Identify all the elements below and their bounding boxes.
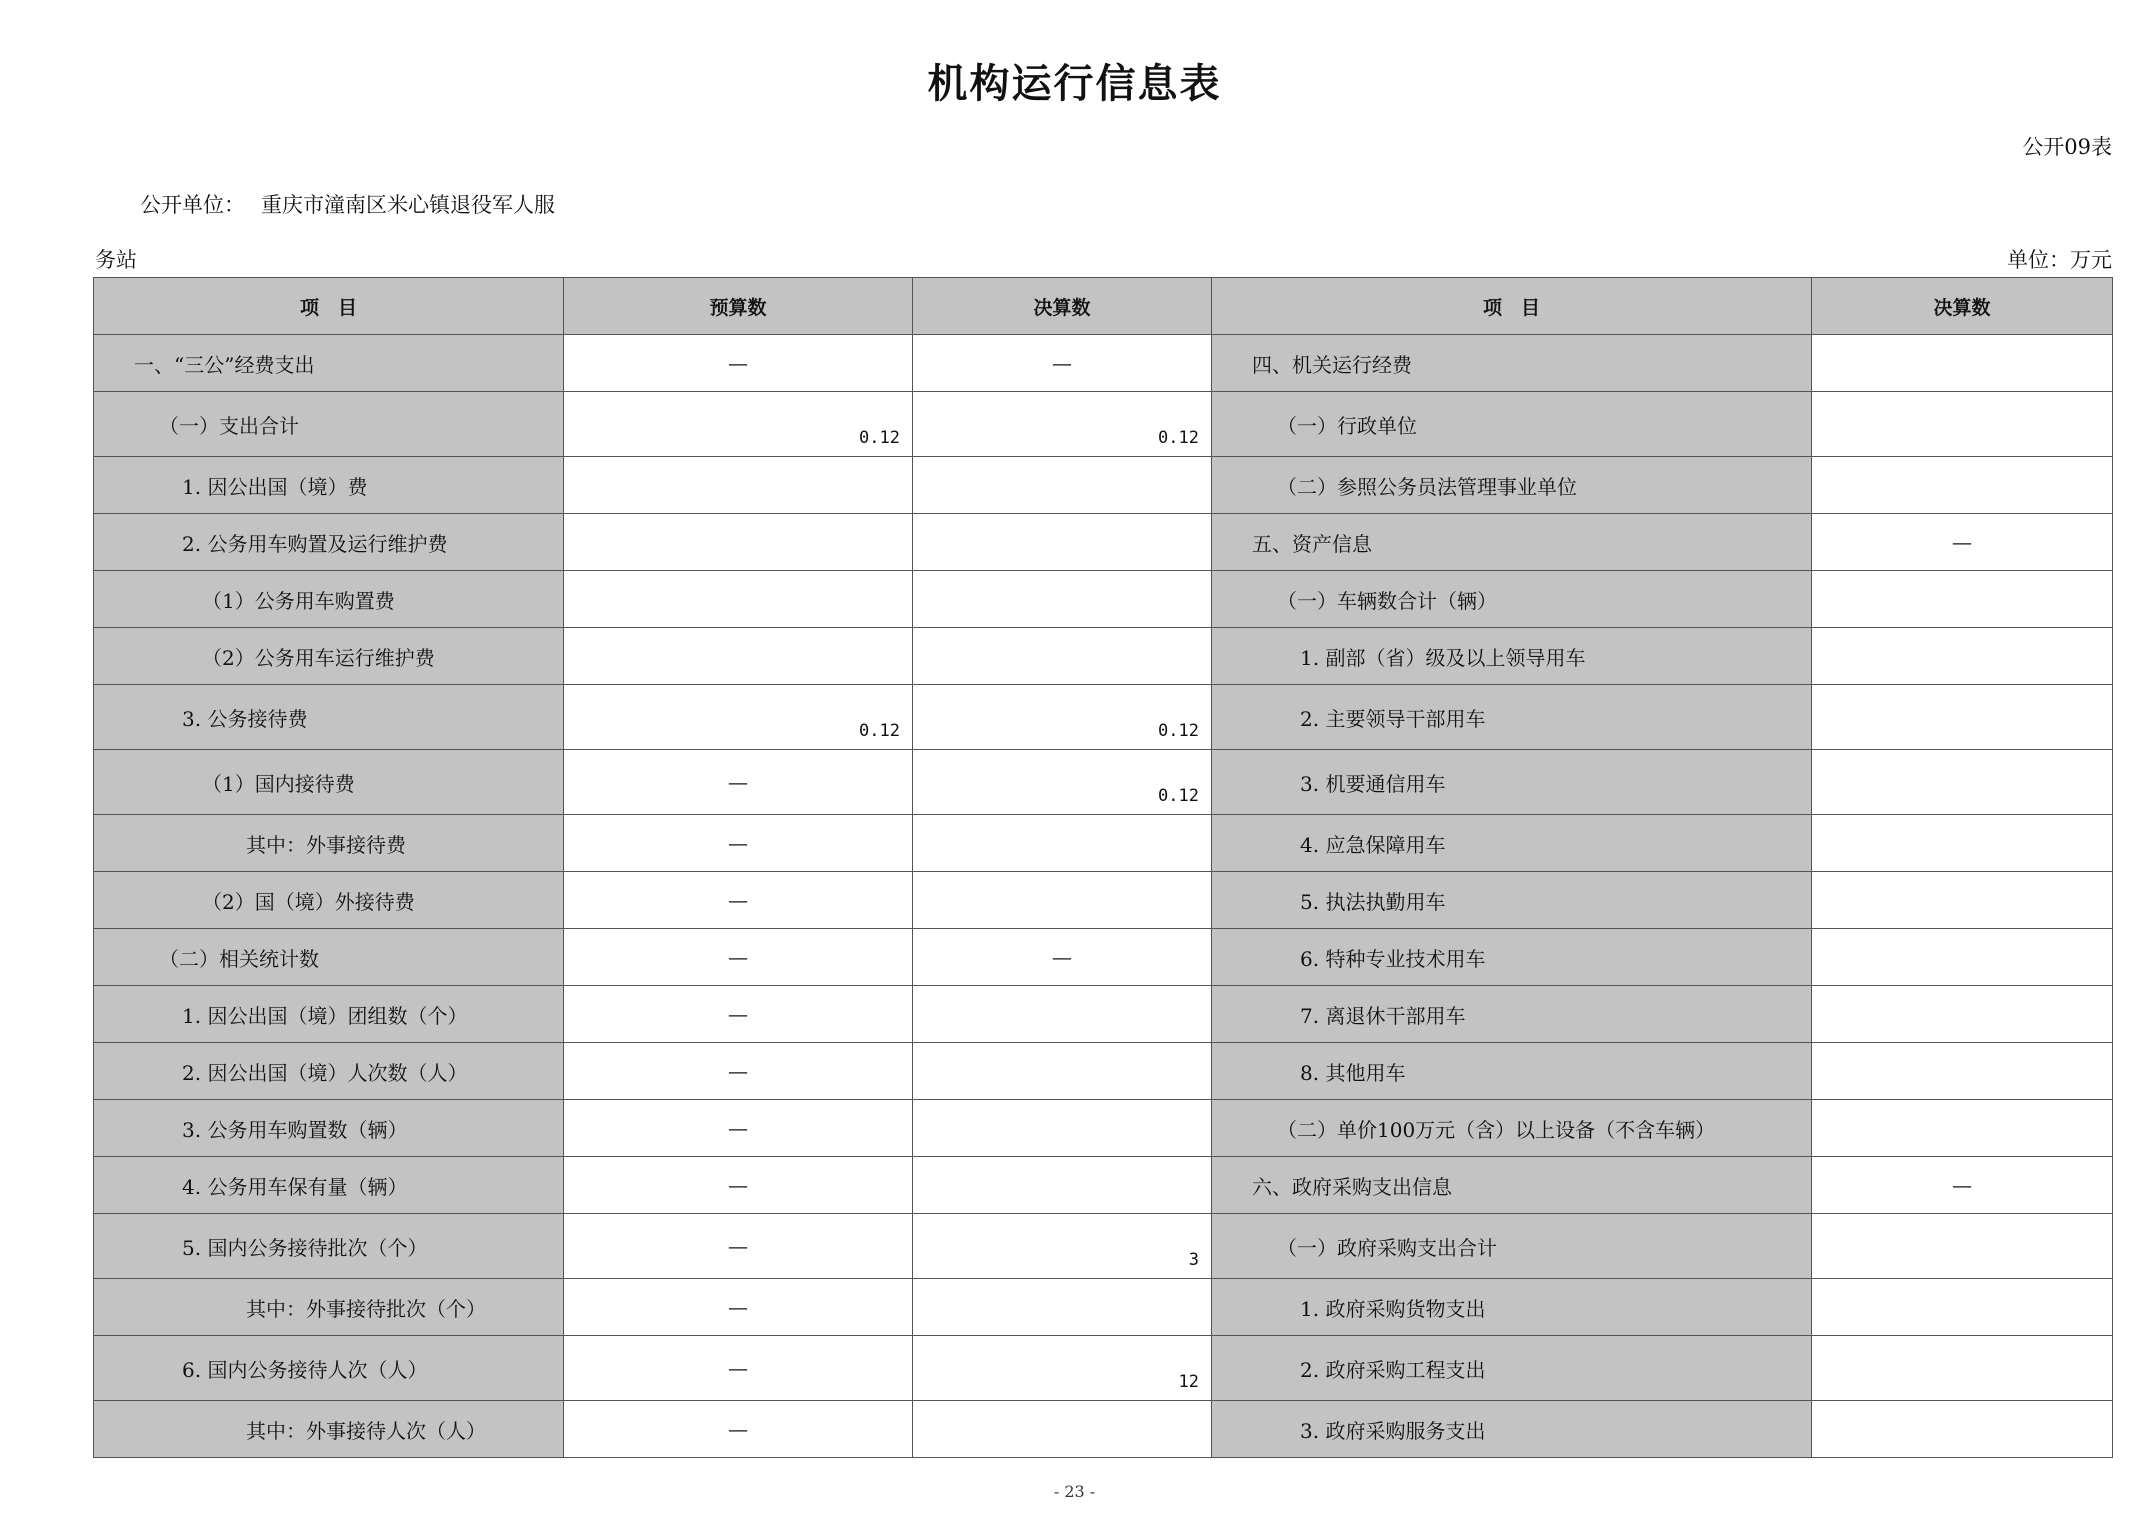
- left-item-label: 6. 国内公务接待人次（人）: [94, 1336, 564, 1401]
- right-final-value: [1812, 872, 2113, 929]
- budget-value: 0.12: [564, 685, 913, 750]
- final-value: [913, 628, 1212, 685]
- money-unit: 单位：万元: [2007, 248, 2112, 272]
- final-value: [913, 571, 1212, 628]
- final-value: [913, 815, 1212, 872]
- final-value: [913, 1279, 1212, 1336]
- final-value: [913, 457, 1212, 514]
- final-value: [913, 514, 1212, 571]
- right-item-label: （二）参照公务员法管理事业单位: [1212, 457, 1812, 514]
- budget-value: —: [564, 1279, 913, 1336]
- page-title: 机构运行信息表: [927, 61, 1222, 107]
- right-item-label: （一）行政单位: [1212, 392, 1812, 457]
- header-final: 决算数: [913, 278, 1212, 335]
- budget-value: [564, 457, 913, 514]
- right-final-value: [1812, 628, 2113, 685]
- table-row: [94, 1214, 2113, 1279]
- left-item-label: 其中：外事接待人次（人）: [94, 1401, 564, 1458]
- table-row: [94, 1336, 2113, 1401]
- table-row: [94, 1279, 2113, 1336]
- right-item-label: 5. 执法执勤用车: [1212, 872, 1812, 929]
- right-item-label: 1. 政府采购货物支出: [1212, 1279, 1812, 1336]
- form-number: 公开09表: [2022, 135, 2112, 159]
- right-item-label: 3. 政府采购服务支出: [1212, 1401, 1812, 1458]
- table-row: [94, 1401, 2113, 1458]
- table-body: [94, 335, 2113, 1458]
- budget-value: —: [564, 1401, 913, 1458]
- left-item-label: 3. 公务用车购置数（辆）: [94, 1100, 564, 1157]
- budget-value: —: [564, 872, 913, 929]
- right-item-label: 6. 特种专业技术用车: [1212, 929, 1812, 986]
- budget-value: —: [564, 1157, 913, 1214]
- left-item-label: 1. 因公出国（境）团组数（个）: [94, 986, 564, 1043]
- right-final-value: [1812, 685, 2113, 750]
- right-item-label: 3. 机要通信用车: [1212, 750, 1812, 815]
- left-item-label: 2. 公务用车购置及运行维护费: [94, 514, 564, 571]
- left-item-label: 2. 因公出国（境）人次数（人）: [94, 1043, 564, 1100]
- right-final-value: [1812, 1401, 2113, 1458]
- budget-value: —: [564, 335, 913, 392]
- budget-value: —: [564, 929, 913, 986]
- right-item-label: 8. 其他用车: [1212, 1043, 1812, 1100]
- right-final-value: —: [1812, 1157, 2113, 1214]
- left-item-label: 4. 公务用车保有量（辆）: [94, 1157, 564, 1214]
- unit-name: 重庆市潼南区米心镇退役军人服: [261, 193, 555, 217]
- header-item: 项 目: [94, 278, 564, 335]
- right-item-label: 六、政府采购支出信息: [1212, 1157, 1812, 1214]
- final-value: 12: [913, 1336, 1212, 1401]
- page-number: - 23 -: [1053, 1482, 1096, 1501]
- table-row: [94, 1100, 2113, 1157]
- table-row: [94, 929, 2113, 986]
- budget-value: [564, 628, 913, 685]
- table-row: [94, 750, 2113, 815]
- left-item-label: （二）相关统计数: [94, 929, 564, 986]
- left-item-label: （1）国内接待费: [94, 750, 564, 815]
- right-item-label: 4. 应急保障用车: [1212, 815, 1812, 872]
- left-item-label: 5. 国内公务接待批次（个）: [94, 1214, 564, 1279]
- table-row: [94, 1157, 2113, 1214]
- budget-value: 0.12: [564, 392, 913, 457]
- budget-value: —: [564, 1043, 913, 1100]
- right-final-value: [1812, 1214, 2113, 1279]
- unit-name-continued: 务站: [95, 248, 137, 272]
- final-value: [913, 986, 1212, 1043]
- right-final-value: [1812, 335, 2113, 392]
- final-value: 0.12: [913, 685, 1212, 750]
- table-row: [94, 872, 2113, 929]
- right-item-label: 2. 主要领导干部用车: [1212, 685, 1812, 750]
- right-item-label: 2. 政府采购工程支出: [1212, 1336, 1812, 1401]
- publishing-unit: [140, 189, 555, 219]
- left-item-label: （2）国（境）外接待费: [94, 872, 564, 929]
- right-final-value: [1812, 1100, 2113, 1157]
- final-value: [913, 1043, 1212, 1100]
- final-value: [913, 872, 1212, 929]
- table-row: [94, 1043, 2113, 1100]
- table-row: [94, 685, 2113, 750]
- header-item-right: 项 目: [1212, 278, 1812, 335]
- table-row: [94, 457, 2113, 514]
- final-value: —: [913, 335, 1212, 392]
- right-item-label: 1. 副部（省）级及以上领导用车: [1212, 628, 1812, 685]
- right-final-value: [1812, 571, 2113, 628]
- right-item-label: 7. 离退休干部用车: [1212, 986, 1812, 1043]
- left-item-label: （一）支出合计: [94, 392, 564, 457]
- right-item-label: （一）车辆数合计（辆）: [1212, 571, 1812, 628]
- left-item-label: 其中：外事接待费: [94, 815, 564, 872]
- left-item-label: 一、“三公”经费支出: [94, 335, 564, 392]
- table-row: [94, 628, 2113, 685]
- left-item-label: （1）公务用车购置费: [94, 571, 564, 628]
- right-final-value: [1812, 986, 2113, 1043]
- right-final-value: [1812, 750, 2113, 815]
- table-row: [94, 815, 2113, 872]
- table-row: [94, 335, 2113, 392]
- right-final-value: [1812, 457, 2113, 514]
- budget-value: [564, 514, 913, 571]
- right-final-value: —: [1812, 514, 2113, 571]
- budget-value: —: [564, 986, 913, 1043]
- right-final-value: [1812, 1279, 2113, 1336]
- final-value: 3: [913, 1214, 1212, 1279]
- final-value: 0.12: [913, 750, 1212, 815]
- table-header-row: [94, 278, 2113, 335]
- budget-value: [564, 571, 913, 628]
- header-final-right: 决算数: [1812, 278, 2113, 335]
- budget-value: —: [564, 815, 913, 872]
- unit-label: 公开单位：: [140, 193, 245, 217]
- right-final-value: [1812, 815, 2113, 872]
- final-value: [913, 1157, 1212, 1214]
- left-item-label: 其中：外事接待批次（个）: [94, 1279, 564, 1336]
- right-final-value: [1812, 1336, 2113, 1401]
- right-item-label: 四、机关运行经费: [1212, 335, 1812, 392]
- right-item-label: 五、资产信息: [1212, 514, 1812, 571]
- final-value: [913, 1401, 1212, 1458]
- budget-value: —: [564, 1100, 913, 1157]
- institution-info-table: [93, 277, 2113, 1458]
- table-row: [94, 986, 2113, 1043]
- table-row: [94, 392, 2113, 457]
- right-final-value: [1812, 392, 2113, 457]
- final-value: —: [913, 929, 1212, 986]
- left-item-label: 1. 因公出国（境）费: [94, 457, 564, 514]
- table-row: [94, 514, 2113, 571]
- right-final-value: [1812, 1043, 2113, 1100]
- right-final-value: [1812, 929, 2113, 986]
- budget-value: —: [564, 1336, 913, 1401]
- header-budget: 预算数: [564, 278, 913, 335]
- table-row: [94, 571, 2113, 628]
- budget-value: —: [564, 750, 913, 815]
- budget-value: —: [564, 1214, 913, 1279]
- right-item-label: （二）单价100万元（含）以上设备（不含车辆）: [1212, 1100, 1812, 1157]
- left-item-label: （2）公务用车运行维护费: [94, 628, 564, 685]
- right-item-label: （一）政府采购支出合计: [1212, 1214, 1812, 1279]
- left-item-label: 3. 公务接待费: [94, 685, 564, 750]
- final-value: 0.12: [913, 392, 1212, 457]
- final-value: [913, 1100, 1212, 1157]
